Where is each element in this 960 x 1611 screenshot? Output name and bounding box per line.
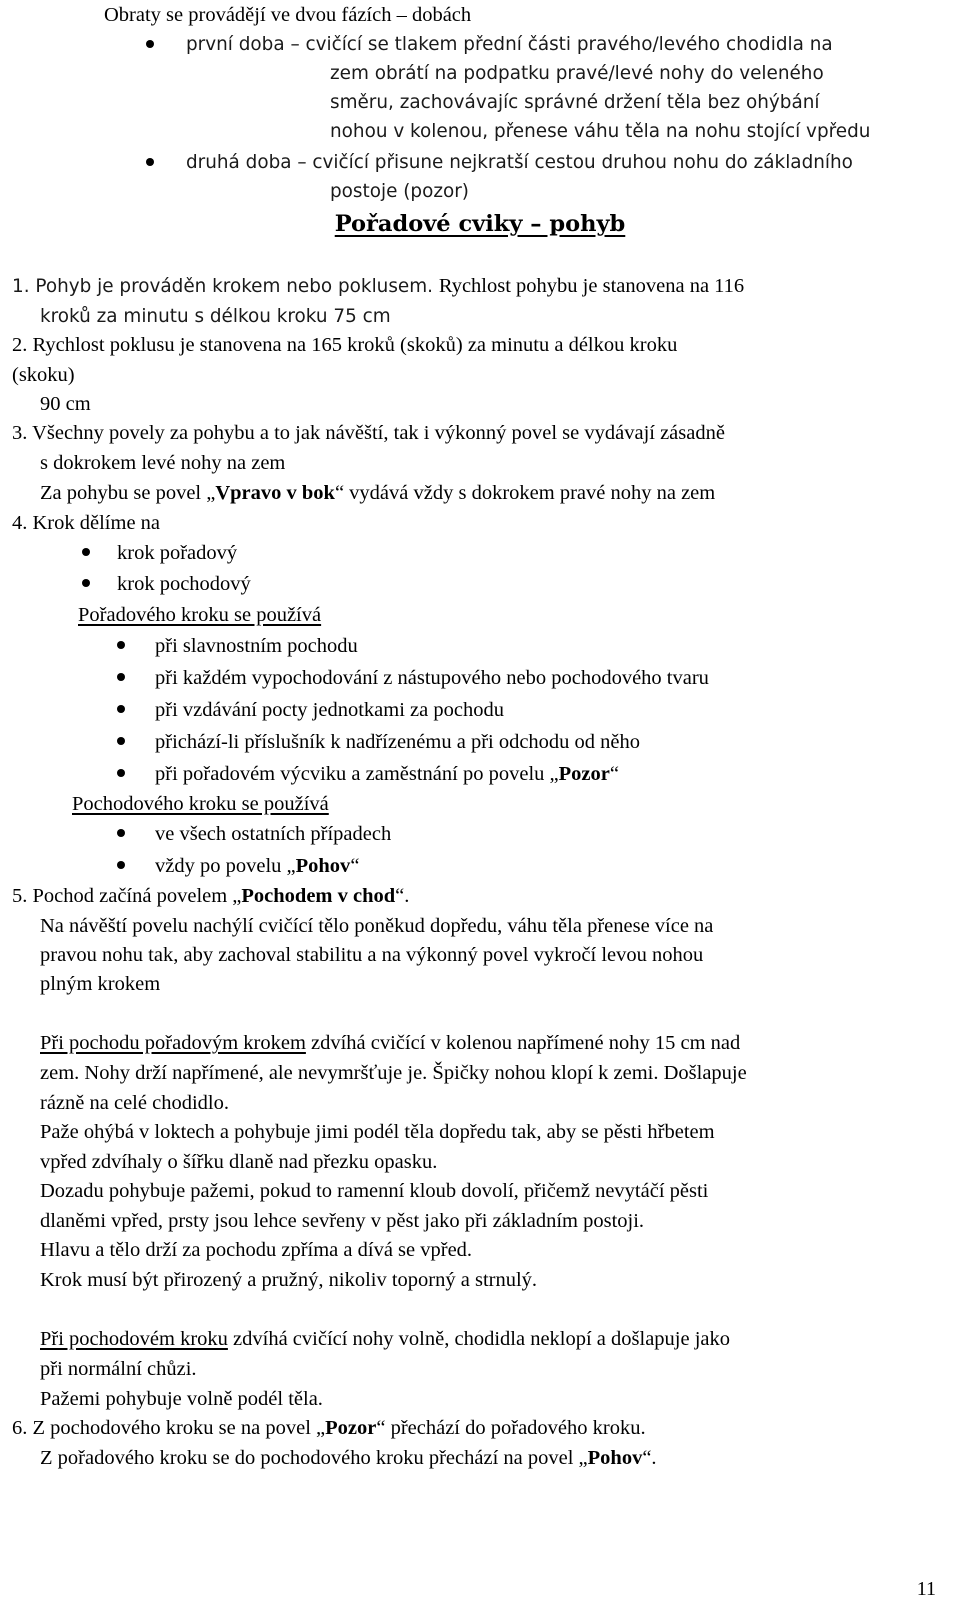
item3-line: s dokrokem levé nohy na zem <box>40 452 286 474</box>
phase2-line: postoje (pozor) <box>330 181 469 202</box>
item6-line <box>40 1443 657 1473</box>
command-pohov: Pohov <box>295 855 351 877</box>
quote-close: “ <box>350 855 360 877</box>
quote-close: “ <box>609 763 619 785</box>
item5-para3-line <box>40 1324 730 1354</box>
item5-para3-line: při normální chůzi. <box>40 1358 197 1380</box>
item5-para2-line: vpřed zdvíhaly o šířku dlaně nad přezku opasku. <box>40 1151 438 1173</box>
command-pozor: Pozor <box>325 1417 377 1439</box>
bullet <box>146 158 154 166</box>
bullet <box>117 861 125 869</box>
kind-item: krok pochodový <box>117 573 251 595</box>
command-pohov: Pohov <box>587 1447 643 1469</box>
item2-line: (skoku) <box>12 364 75 386</box>
item5-para1-line: plným krokem <box>40 973 161 995</box>
phase1-line: zem obrátí na podpatku pravé/levé nohy do veleného <box>330 63 824 84</box>
item5-para3-line: Pažemi pohybuje volně podél těla. <box>40 1388 323 1410</box>
bullet <box>82 579 90 587</box>
item5-para2-line <box>40 1028 740 1058</box>
item1-text-serif: Rychlost pohybu je stanovena na 116 <box>438 275 745 297</box>
item5-para2-line: Dozadu pohybuje pažemi, pokud to ramenní kloub dovolí, přičemž nevytáčí pěsti <box>40 1180 709 1202</box>
poradovy-item: při každém vypochodování z nástupového nebo pochodového tvaru <box>155 667 709 689</box>
pochodovy-subtitle: Pochodového kroku se používá <box>72 793 329 815</box>
intro-text: Obraty se provádějí ve dvou fázích – dobách <box>104 4 472 26</box>
item6-line <box>12 1413 646 1443</box>
bullet <box>117 673 125 681</box>
pochodovy-item <box>155 851 359 881</box>
phase2-line: druhá doba – cvičící přisune nejkratší cestou druhou nohu do základního <box>186 152 853 173</box>
item3-line: 3. Všechny povely za pohybu a to jak návěští, tak i výkonný povel se vydávají zásadně <box>12 422 725 444</box>
item3-line <box>40 478 715 508</box>
para2-underlined: Při pochodu pořadovým krokem <box>40 1032 306 1054</box>
item6-text: Z pořadového kroku se do pochodového kroku přechází na povel „ <box>40 1447 588 1469</box>
poradovy-item-text: při pořadovém výcviku a zaměstnání po povelu „ <box>155 763 559 785</box>
bullet <box>117 829 125 837</box>
kind-item: krok pořadový <box>117 542 238 564</box>
poradovy-subtitle: Pořadového kroku se používá <box>78 604 322 626</box>
item2-line: 2. Rychlost poklusu je stanovena na 165 kroků (skoků) za minutu a délkou kroku <box>12 334 678 356</box>
item2-line: 90 cm <box>40 393 91 415</box>
item5-text: 5. Pochod začíná povelem „ <box>12 885 242 907</box>
item1-line: kroků za minutu s délkou kroku 75 cm <box>40 306 391 327</box>
item3-text: Za pohybu se povel „ <box>40 482 216 504</box>
para2-text: zdvíhá cvičící v kolenou napřímené nohy 15 cm nad <box>305 1032 741 1054</box>
item5-para1-line: Na návěští povelu nachýlí cvičící tělo poněkud dopředu, váhu těla přenese více na <box>40 915 714 937</box>
poradovy-item <box>155 759 619 789</box>
command-pochodem-v-chod: Pochodem v chod <box>241 885 396 907</box>
item5-para2-line: zem. Nohy drží napřímené, ale nevymršťuje je. Špičky nohou klopí k zemi. Došlapuje <box>40 1062 747 1084</box>
item5-title <box>12 881 409 911</box>
item6-text: 6. Z pochodového kroku se na povel „ <box>12 1417 326 1439</box>
poradovy-item: při vzdávání pocty jednotkami za pochodu <box>155 699 504 721</box>
bullet <box>117 769 125 777</box>
item6-text: “. <box>642 1447 657 1469</box>
page-number: 11 <box>916 1578 936 1600</box>
phase1-line: první doba – cvičící se tlakem přední části pravého/levého chodidla na <box>186 34 833 55</box>
item5-text: “. <box>395 885 410 907</box>
item5-para2-line: rázně na celé chodidlo. <box>40 1092 229 1114</box>
poradovy-item: přichází-li příslušník k nadřízenému a při odchodu od něho <box>155 731 641 753</box>
item5-para1-line: pravou nohu tak, aby zachoval stabilitu a na výkonný povel vykročí levou nohou <box>40 944 704 966</box>
phase1-line: nohou v kolenou, přenese váhu těla na nohu stojící vpředu <box>330 121 871 142</box>
pochodovy-item: ve všech ostatních případech <box>155 823 392 845</box>
item5-para2-line: dlaněmi vpřed, prsty jsou lehce sevřeny v pěst jako při základním postoji. <box>40 1210 645 1232</box>
item5-para2-line: Hlavu a tělo drží za pochodu zpříma a dívá se vpřed. <box>40 1239 473 1261</box>
bullet <box>82 548 90 556</box>
item6-text: “ přechází do pořadového kroku. <box>376 1417 646 1439</box>
bullet <box>117 641 125 649</box>
item4-title: 4. Krok dělíme na <box>12 512 161 534</box>
command-pozor: Pozor <box>558 763 610 785</box>
poradovy-item: při slavnostním pochodu <box>155 635 358 657</box>
para3-underlined: Při pochodovém kroku <box>40 1328 228 1350</box>
section-heading: Pořadové cviky – pohyb <box>334 211 626 237</box>
item5-para2-line: Paže ohýbá v loktech a pohybuje jimi podél těla dopředu tak, aby se pěsti hřbetem <box>40 1121 715 1143</box>
item3-text: “ vydává vždy s dokrokem pravé nohy na zem <box>334 482 716 504</box>
pochodovy-item-text: vždy po povelu „ <box>155 855 296 877</box>
para3-text: zdvíhá cvičící nohy volně, chodidla neklopí a došlapuje jako <box>227 1328 731 1350</box>
bullet <box>117 705 125 713</box>
command-vpravo-v-bok: Vpravo v bok <box>215 482 335 504</box>
item1-text-sans: 1. Pohyb je prováděn krokem nebo poklusem. <box>12 276 439 297</box>
item1-line <box>12 271 744 302</box>
phase1-line: směru, zachovávajíc správné držení těla bez ohýbání <box>330 92 820 113</box>
item5-para2-line: Krok musí být přirozený a pružný, nikoliv toporný a strnulý. <box>40 1269 538 1291</box>
bullet <box>146 40 154 48</box>
bullet <box>117 737 125 745</box>
